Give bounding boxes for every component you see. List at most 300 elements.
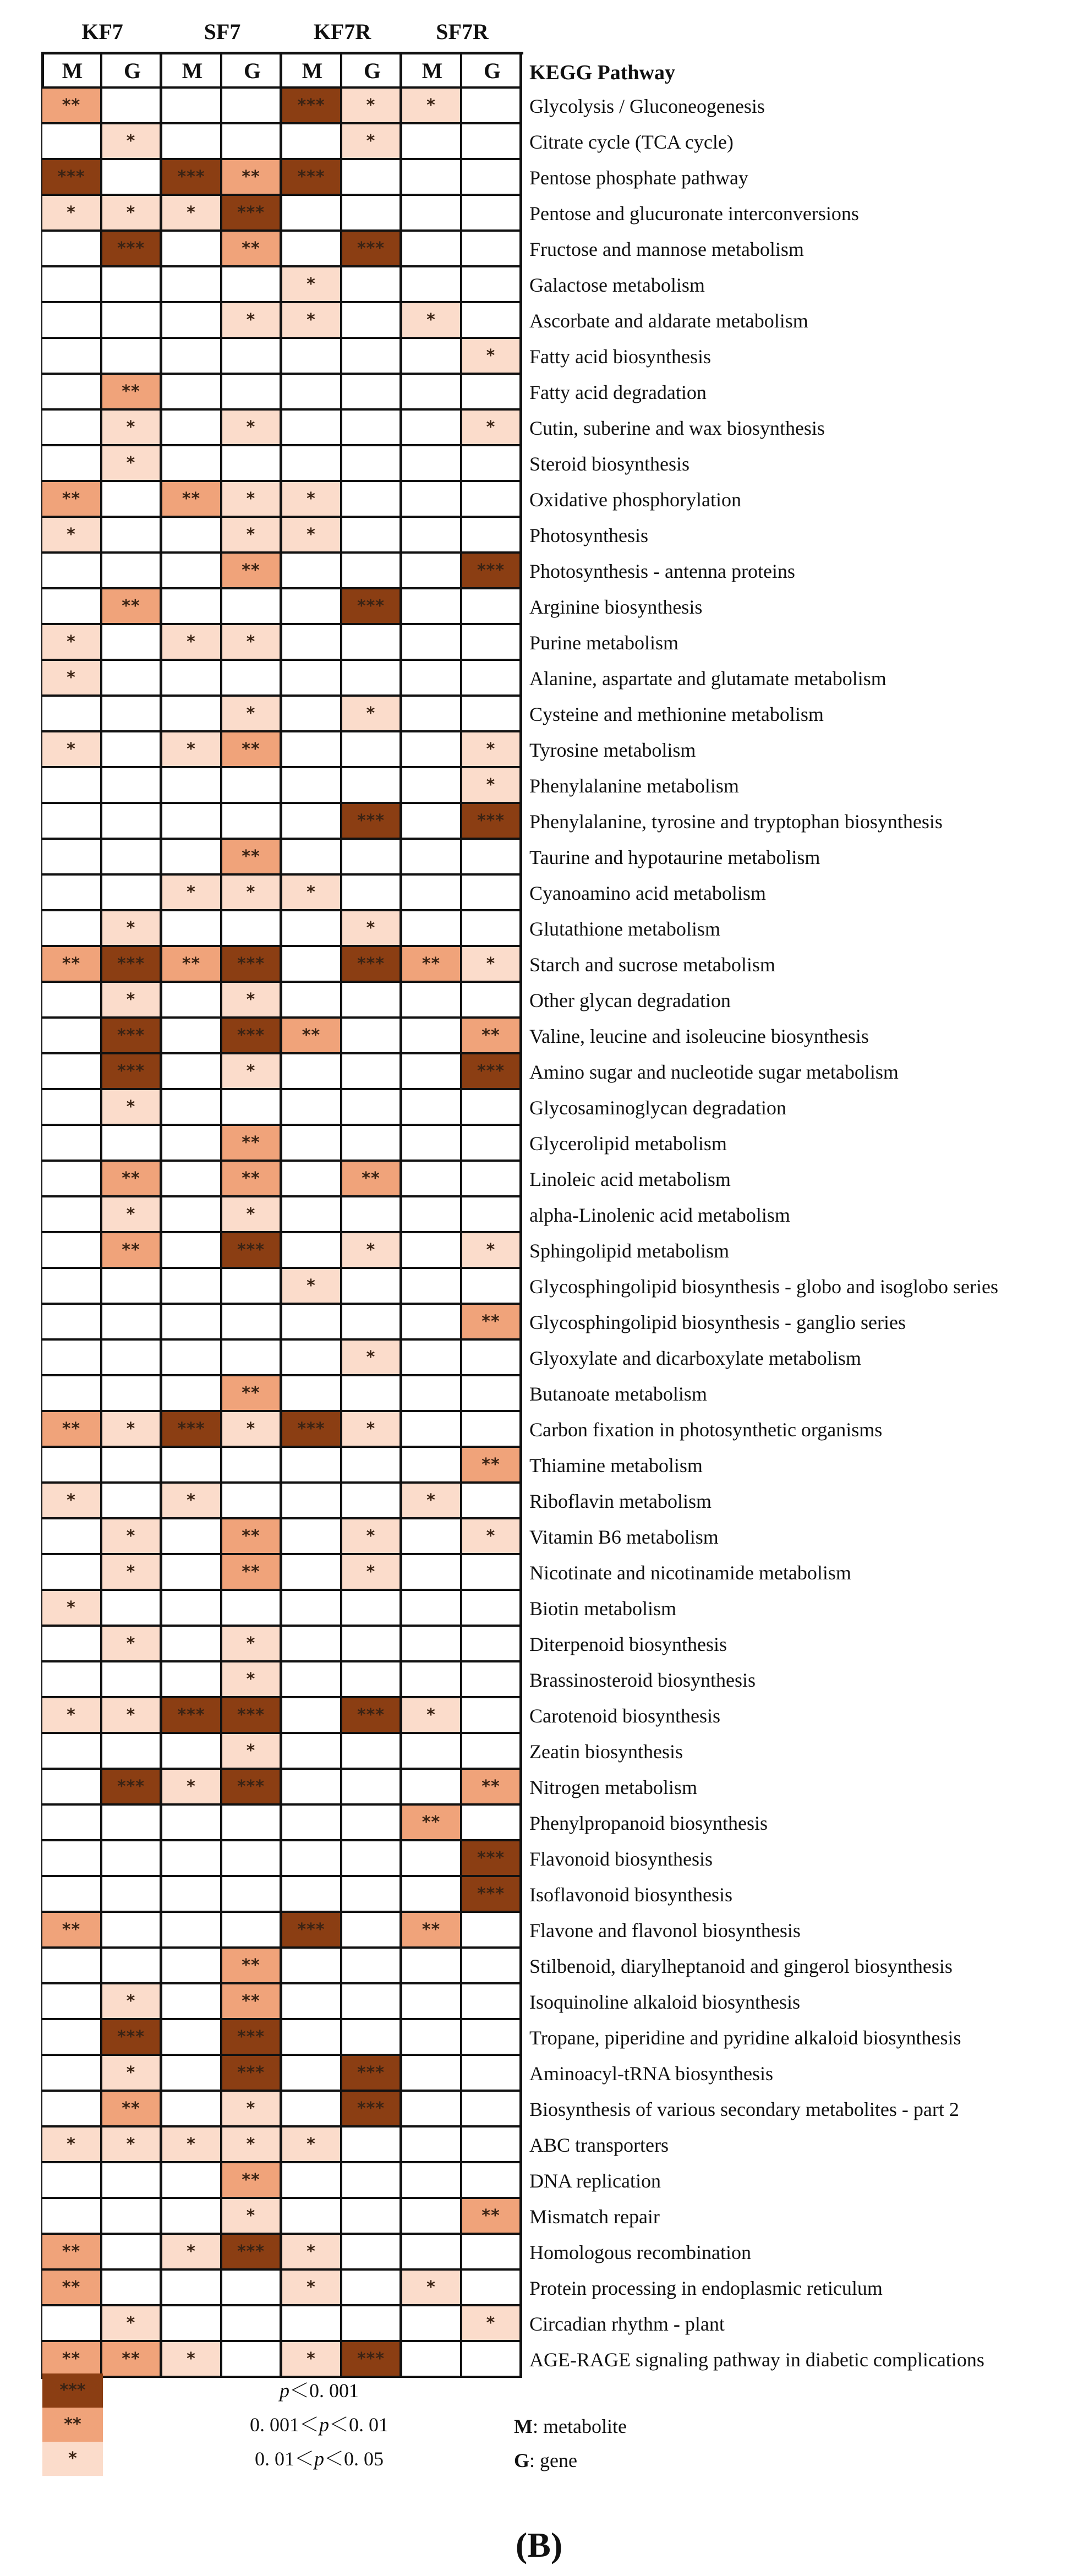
header-cell bbox=[462, 53, 522, 89]
significance-cell bbox=[102, 732, 162, 768]
significance-cell bbox=[282, 1984, 342, 2020]
significance-cell bbox=[102, 1877, 162, 1913]
header-cell bbox=[222, 53, 282, 89]
significance-cell: ** bbox=[222, 1949, 282, 1984]
pathway-label: Biosynthesis of various secondary metabolites - part 2 bbox=[529, 2098, 959, 2120]
significance-cell: * bbox=[42, 196, 102, 232]
group-header-kf7: KF7 bbox=[81, 19, 123, 44]
significance-cell bbox=[42, 1305, 102, 1341]
significance-cell: * bbox=[282, 1269, 342, 1305]
significance-cell bbox=[282, 1627, 342, 1662]
significance-cell bbox=[102, 2235, 162, 2271]
significance-cell: *** bbox=[342, 1698, 402, 1734]
significance-cell: *** bbox=[462, 1877, 522, 1913]
significance-cell bbox=[282, 1555, 342, 1591]
significance-cell bbox=[282, 1233, 342, 1269]
significance-cell: ** bbox=[42, 482, 102, 518]
significance-cell: *** bbox=[282, 160, 342, 196]
significance-cell: *** bbox=[222, 1233, 282, 1269]
significance-cell bbox=[402, 2306, 462, 2342]
significance-cell: * bbox=[282, 2271, 342, 2306]
significance-cell bbox=[402, 124, 462, 160]
significance-cell bbox=[462, 267, 522, 303]
significance-cell: * bbox=[102, 1412, 162, 1448]
pathway-label: Glycerolipid metabolism bbox=[529, 1133, 727, 1155]
significance-cell bbox=[342, 1376, 402, 1412]
significance-cell bbox=[222, 267, 282, 303]
significance-cell bbox=[402, 1448, 462, 1484]
significance-cell bbox=[342, 1090, 402, 1126]
significance-cell bbox=[162, 1019, 222, 1054]
significance-cell bbox=[402, 339, 462, 375]
column-header-g: G bbox=[483, 58, 501, 83]
significance-cell: *** bbox=[222, 1698, 282, 1734]
significance-cell: * bbox=[462, 768, 522, 804]
significance-cell bbox=[222, 1913, 282, 1949]
significance-cell: *** bbox=[162, 160, 222, 196]
significance-cell: ** bbox=[222, 840, 282, 876]
pathway-label: Ascorbate and aldarate metabolism bbox=[529, 310, 808, 332]
significance-cell: * bbox=[162, 625, 222, 661]
significance-cell bbox=[222, 1448, 282, 1484]
significance-cell: ** bbox=[222, 160, 282, 196]
pathway-label: Pentose phosphate pathway bbox=[529, 167, 748, 189]
legend-range-p001: p＜0. 001 bbox=[279, 2380, 359, 2402]
significance-cell: * bbox=[102, 124, 162, 160]
pathway-label: Glycosaminoglycan degradation bbox=[529, 1097, 786, 1119]
significance-cell: * bbox=[162, 2127, 222, 2163]
significance-cell bbox=[462, 1627, 522, 1662]
significance-cell bbox=[402, 1126, 462, 1162]
significance-cell bbox=[462, 1341, 522, 1376]
significance-cell: * bbox=[222, 482, 282, 518]
significance-cell bbox=[282, 2306, 342, 2342]
pathway-label: Cysteine and methionine metabolism bbox=[529, 703, 824, 725]
significance-cell bbox=[282, 1197, 342, 1233]
significance-cell bbox=[282, 411, 342, 446]
pathway-label: Arginine biosynthesis bbox=[529, 596, 703, 618]
significance-cell bbox=[342, 2306, 402, 2342]
significance-cell bbox=[162, 89, 222, 124]
significance-cell: * bbox=[102, 411, 162, 446]
significance-cell: * bbox=[42, 1698, 102, 1734]
legend-mark: ** bbox=[64, 2415, 81, 2434]
significance-cell bbox=[102, 768, 162, 804]
significance-cell bbox=[342, 375, 402, 411]
pathway-label: Zeatin biosynthesis bbox=[529, 1741, 683, 1763]
significance-cell: *** bbox=[102, 1019, 162, 1054]
significance-cell bbox=[282, 589, 342, 625]
significance-cell: * bbox=[222, 1054, 282, 1090]
pathway-label: Tyrosine metabolism bbox=[529, 739, 696, 761]
significance-cell: ** bbox=[402, 1806, 462, 1841]
column-header-m: M bbox=[422, 58, 443, 83]
significance-cell bbox=[222, 446, 282, 482]
significance-cell bbox=[42, 1841, 102, 1877]
significance-cell bbox=[42, 1806, 102, 1841]
significance-cell: *** bbox=[342, 2092, 402, 2127]
significance-cell bbox=[402, 1770, 462, 1806]
legend-mark: * bbox=[68, 2449, 77, 2468]
significance-cell bbox=[462, 303, 522, 339]
significance-cell bbox=[402, 661, 462, 697]
significance-cell: * bbox=[282, 2235, 342, 2271]
column-header-m: M bbox=[182, 58, 203, 83]
significance-cell bbox=[162, 303, 222, 339]
significance-cell: * bbox=[282, 2342, 342, 2378]
significance-cell: *** bbox=[282, 1412, 342, 1448]
pathway-label: Aminoacyl-tRNA biosynthesis bbox=[529, 2063, 773, 2085]
significance-cell bbox=[342, 876, 402, 911]
significance-cell bbox=[462, 983, 522, 1019]
significance-cell bbox=[402, 1877, 462, 1913]
significance-cell bbox=[42, 1555, 102, 1591]
significance-cell: * bbox=[342, 1341, 402, 1376]
significance-cell bbox=[282, 1662, 342, 1698]
significance-cell bbox=[162, 1090, 222, 1126]
significance-cell: * bbox=[42, 625, 102, 661]
significance-cell: * bbox=[342, 89, 402, 124]
significance-cell bbox=[402, 983, 462, 1019]
significance-cell bbox=[162, 375, 222, 411]
significance-cell: *** bbox=[42, 160, 102, 196]
significance-cell bbox=[462, 375, 522, 411]
significance-cell: * bbox=[162, 2235, 222, 2271]
significance-cell bbox=[462, 697, 522, 732]
pathway-column-title: KEGG Pathway bbox=[529, 61, 675, 84]
significance-cell: * bbox=[342, 1412, 402, 1448]
significance-cell bbox=[282, 840, 342, 876]
significance-cell: * bbox=[222, 983, 282, 1019]
significance-cell bbox=[282, 1484, 342, 1519]
significance-cell bbox=[462, 124, 522, 160]
significance-cell bbox=[162, 411, 222, 446]
significance-cell bbox=[402, 625, 462, 661]
significance-cell bbox=[102, 697, 162, 732]
significance-cell: * bbox=[282, 267, 342, 303]
significance-cell: ** bbox=[42, 947, 102, 983]
significance-cell bbox=[402, 804, 462, 840]
pathway-label: Starch and sucrose metabolism bbox=[529, 954, 775, 976]
significance-cell bbox=[402, 2092, 462, 2127]
significance-cell: *** bbox=[102, 232, 162, 267]
significance-cell bbox=[162, 911, 222, 947]
significance-cell bbox=[462, 1949, 522, 1984]
pathway-label: Glycosphingolipid biosynthesis - globo and isoglobo series bbox=[529, 1276, 998, 1298]
significance-cell bbox=[462, 1662, 522, 1698]
significance-cell bbox=[42, 1233, 102, 1269]
pathway-label: Photosynthesis bbox=[529, 524, 649, 546]
significance-cell bbox=[342, 732, 402, 768]
significance-cell bbox=[402, 1627, 462, 1662]
significance-cell: *** bbox=[222, 1019, 282, 1054]
significance-cell bbox=[162, 840, 222, 876]
significance-cell bbox=[342, 2163, 402, 2199]
pathway-label: Protein processing in endoplasmic reticulum bbox=[529, 2277, 883, 2299]
significance-cell bbox=[342, 1949, 402, 1984]
significance-cell: * bbox=[42, 2127, 102, 2163]
pathway-label: Diterpenoid biosynthesis bbox=[529, 1633, 727, 1655]
significance-cell: *** bbox=[462, 1841, 522, 1877]
significance-cell bbox=[222, 1484, 282, 1519]
significance-cell bbox=[42, 1090, 102, 1126]
significance-cell bbox=[462, 1197, 522, 1233]
significance-cell: *** bbox=[342, 2056, 402, 2092]
significance-cell bbox=[462, 1376, 522, 1412]
significance-cell: * bbox=[162, 876, 222, 911]
pathway-label: Alanine, aspartate and glutamate metabolism bbox=[529, 668, 887, 690]
significance-cell: * bbox=[102, 446, 162, 482]
significance-cell: * bbox=[102, 1090, 162, 1126]
significance-cell bbox=[42, 1269, 102, 1305]
significance-cell bbox=[402, 876, 462, 911]
significance-cell bbox=[462, 1090, 522, 1126]
significance-cell bbox=[102, 661, 162, 697]
significance-cell bbox=[402, 375, 462, 411]
significance-cell bbox=[282, 196, 342, 232]
significance-cell bbox=[282, 1734, 342, 1770]
significance-cell bbox=[162, 1162, 222, 1197]
significance-cell: * bbox=[162, 1770, 222, 1806]
significance-cell bbox=[342, 554, 402, 589]
significance-cell bbox=[462, 1412, 522, 1448]
significance-cell: * bbox=[402, 89, 462, 124]
pathway-label: Cutin, suberine and wax biosynthesis bbox=[529, 417, 825, 439]
significance-cell: ** bbox=[222, 2163, 282, 2199]
significance-cell: ** bbox=[102, 2092, 162, 2127]
significance-cell: ** bbox=[462, 1448, 522, 1484]
significance-cell bbox=[402, 911, 462, 947]
significance-cell bbox=[402, 1841, 462, 1877]
significance-cell: * bbox=[342, 1555, 402, 1591]
significance-cell bbox=[402, 768, 462, 804]
significance-cell bbox=[402, 2056, 462, 2092]
significance-cell bbox=[102, 1806, 162, 1841]
significance-cell bbox=[42, 911, 102, 947]
significance-cell bbox=[282, 2199, 342, 2235]
significance-cell bbox=[342, 411, 402, 446]
pathway-label: Vitamin B6 metabolism bbox=[529, 1526, 719, 1548]
significance-cell bbox=[462, 1591, 522, 1627]
significance-cell bbox=[402, 446, 462, 482]
significance-cell bbox=[342, 2199, 402, 2235]
pathway-label: Taurine and hypotaurine metabolism bbox=[529, 846, 820, 868]
pathway-label: Glycolysis / Gluconeogenesis bbox=[529, 95, 765, 117]
significance-cell: * bbox=[42, 518, 102, 554]
pathway-label: Linoleic acid metabolism bbox=[529, 1168, 731, 1190]
significance-cell bbox=[42, 1376, 102, 1412]
pathway-label: Phenylpropanoid biosynthesis bbox=[529, 1812, 768, 1834]
significance-cell: * bbox=[162, 196, 222, 232]
panel-label: (B) bbox=[515, 2525, 563, 2564]
legend-range-p05: 0. 01＜p＜0. 05 bbox=[254, 2448, 384, 2470]
header-cell bbox=[162, 53, 222, 89]
significance-cell bbox=[42, 1984, 102, 2020]
pathway-label: Carbon fixation in photosynthetic organisms bbox=[529, 1419, 883, 1441]
group-header-kf7r: KF7R bbox=[313, 19, 371, 44]
significance-cell: * bbox=[342, 697, 402, 732]
significance-cell bbox=[282, 1054, 342, 1090]
significance-cell: ** bbox=[222, 1984, 282, 2020]
significance-cell bbox=[222, 1305, 282, 1341]
significance-cell bbox=[402, 232, 462, 267]
significance-cell bbox=[102, 1269, 162, 1305]
significance-cell: *** bbox=[222, 196, 282, 232]
significance-cell bbox=[402, 840, 462, 876]
pathway-label: Valine, leucine and isoleucine biosynthesis bbox=[529, 1025, 869, 1047]
significance-cell bbox=[342, 2271, 402, 2306]
significance-cell: ** bbox=[462, 2199, 522, 2235]
significance-cell bbox=[222, 2306, 282, 2342]
significance-cell bbox=[282, 1698, 342, 1734]
significance-cell bbox=[462, 160, 522, 196]
significance-cell bbox=[462, 1806, 522, 1841]
significance-cell bbox=[162, 983, 222, 1019]
significance-cell bbox=[162, 697, 222, 732]
column-header-g: G bbox=[123, 58, 141, 83]
significance-cell bbox=[162, 1841, 222, 1877]
significance-cell bbox=[102, 267, 162, 303]
significance-cell bbox=[342, 661, 402, 697]
significance-cell: *** bbox=[462, 1054, 522, 1090]
header-cell bbox=[42, 53, 102, 89]
significance-cell bbox=[42, 303, 102, 339]
significance-cell bbox=[162, 589, 222, 625]
significance-cell: *** bbox=[162, 1698, 222, 1734]
significance-cell: * bbox=[222, 625, 282, 661]
significance-cell: ** bbox=[462, 1770, 522, 1806]
significance-cell bbox=[102, 1126, 162, 1162]
significance-cell bbox=[282, 1448, 342, 1484]
pathway-label: Glycosphingolipid biosynthesis - ganglio series bbox=[529, 1311, 906, 1333]
significance-cell bbox=[102, 625, 162, 661]
significance-cell bbox=[222, 339, 282, 375]
pathway-label: Biotin metabolism bbox=[529, 1598, 676, 1620]
pathway-label: Thiamine metabolism bbox=[529, 1454, 703, 1476]
significance-cell bbox=[282, 1376, 342, 1412]
significance-cell bbox=[42, 1519, 102, 1555]
significance-cell bbox=[342, 1984, 402, 2020]
significance-cell bbox=[282, 2020, 342, 2056]
significance-cell bbox=[282, 947, 342, 983]
significance-cell bbox=[162, 1448, 222, 1484]
significance-cell: * bbox=[222, 2127, 282, 2163]
significance-cell bbox=[102, 2271, 162, 2306]
significance-cell bbox=[462, 1484, 522, 1519]
pathway-label: Other glycan degradation bbox=[529, 989, 731, 1011]
significance-cell: * bbox=[222, 1662, 282, 1698]
significance-cell bbox=[402, 518, 462, 554]
significance-cell bbox=[102, 554, 162, 589]
significance-cell bbox=[402, 1555, 462, 1591]
significance-cell bbox=[162, 1233, 222, 1269]
significance-cell bbox=[42, 1448, 102, 1484]
legend-swatch-p05 bbox=[42, 2442, 103, 2476]
significance-cell: ** bbox=[222, 554, 282, 589]
significance-cell bbox=[222, 589, 282, 625]
significance-cell bbox=[42, 1197, 102, 1233]
significance-cell bbox=[342, 1448, 402, 1484]
significance-cell bbox=[402, 1949, 462, 1984]
significance-cell bbox=[402, 196, 462, 232]
significance-cell bbox=[102, 482, 162, 518]
significance-cell: * bbox=[462, 732, 522, 768]
significance-cell bbox=[282, 2163, 342, 2199]
header-cell bbox=[342, 53, 402, 89]
significance-cell bbox=[402, 160, 462, 196]
significance-cell bbox=[42, 446, 102, 482]
significance-cell bbox=[162, 446, 222, 482]
significance-cell bbox=[402, 1591, 462, 1627]
significance-cell bbox=[42, 2020, 102, 2056]
pathway-label: Sphingolipid metabolism bbox=[529, 1240, 730, 1262]
significance-cell bbox=[102, 2163, 162, 2199]
significance-cell bbox=[162, 232, 222, 267]
significance-cell bbox=[462, 1698, 522, 1734]
significance-cell bbox=[282, 339, 342, 375]
significance-cell bbox=[282, 1770, 342, 1806]
significance-cell: * bbox=[222, 876, 282, 911]
significance-cell: * bbox=[282, 876, 342, 911]
significance-cell bbox=[402, 1019, 462, 1054]
significance-cell bbox=[402, 732, 462, 768]
significance-cell: * bbox=[102, 1519, 162, 1555]
significance-cell bbox=[162, 2020, 222, 2056]
significance-cell bbox=[462, 2056, 522, 2092]
significance-cell: * bbox=[102, 2127, 162, 2163]
significance-cell bbox=[102, 1448, 162, 1484]
significance-cell bbox=[102, 1305, 162, 1341]
significance-cell: ** bbox=[42, 2271, 102, 2306]
significance-cell: *** bbox=[102, 2020, 162, 2056]
column-header-g: G bbox=[363, 58, 381, 83]
significance-cell bbox=[342, 1806, 402, 1841]
significance-cell: ** bbox=[102, 2342, 162, 2378]
significance-cell bbox=[462, 1162, 522, 1197]
significance-cell: * bbox=[102, 911, 162, 947]
column-header-m: M bbox=[302, 58, 323, 83]
significance-cell bbox=[42, 1019, 102, 1054]
significance-cell: * bbox=[42, 661, 102, 697]
significance-cell bbox=[462, 2020, 522, 2056]
significance-cell: *** bbox=[222, 947, 282, 983]
pathway-label: Riboflavin metabolism bbox=[529, 1490, 712, 1512]
significance-cell bbox=[402, 2342, 462, 2378]
significance-cell: * bbox=[342, 1519, 402, 1555]
significance-cell bbox=[42, 375, 102, 411]
significance-cell: * bbox=[102, 983, 162, 1019]
significance-cell bbox=[462, 1984, 522, 2020]
significance-cell bbox=[102, 339, 162, 375]
significance-cell bbox=[42, 232, 102, 267]
significance-cell bbox=[222, 661, 282, 697]
significance-cell bbox=[42, 1054, 102, 1090]
significance-cell bbox=[282, 1806, 342, 1841]
significance-cell bbox=[402, 697, 462, 732]
significance-cell bbox=[282, 1090, 342, 1126]
significance-cell bbox=[342, 1734, 402, 1770]
significance-cell bbox=[462, 1913, 522, 1949]
significance-cell: * bbox=[462, 1233, 522, 1269]
significance-cell bbox=[222, 1090, 282, 1126]
significance-cell bbox=[42, 554, 102, 589]
significance-cell bbox=[282, 625, 342, 661]
pathway-label: Carotenoid biosynthesis bbox=[529, 1705, 720, 1727]
significance-cell bbox=[282, 2056, 342, 2092]
pathway-label: Citrate cycle (TCA cycle) bbox=[529, 131, 734, 153]
significance-cell: ** bbox=[162, 482, 222, 518]
significance-cell bbox=[462, 876, 522, 911]
